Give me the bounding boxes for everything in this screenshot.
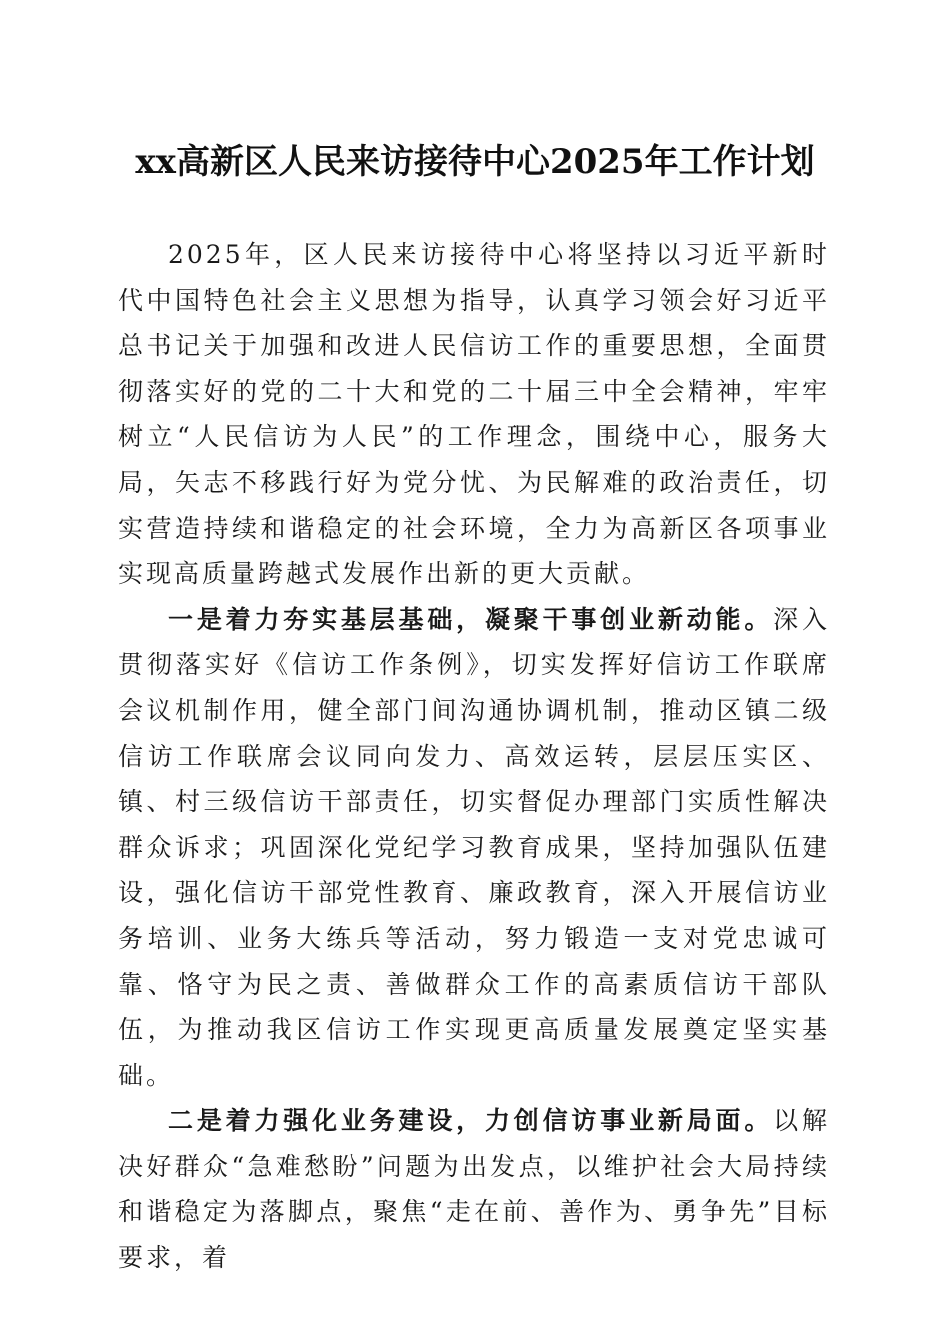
paragraph-lead: 一是着力夯实基层基础，凝聚干事创业新动能。 <box>168 604 774 634</box>
paragraph-text: 2025年，区人民来访接待中心将坚持以习近平新时代中国特色社会主义思想为指导，认真学习领会好习近平总书记关于加强和改进人民信访工作的重要思想，全面贯彻落实好的党的二十大和党的二十届三中全会精神，牢牢树立“人民信访为人民”的工作理念，围绕中心，服务大局，矢志不移践行好为党分忧、为民解难的政治责任，切实营造持续和谐稳定的社会环境，全力为高新区各项事业实现高质量跨越式发展作出新的更大贡献。 <box>118 240 830 589</box>
section-paragraph-1 <box>118 597 830 1099</box>
paragraph-lead: 二是着力强化业务建设，力创信访事业新局面。 <box>168 1106 774 1136</box>
document-body <box>118 232 830 1281</box>
intro-paragraph <box>118 232 830 597</box>
paragraph-text: 以解决好群众“急难愁盼”问题为出发点，以维护社会大局持续和谐稳定为落脚点，聚焦“走在前、善作为、勇争先”目标要求，着 <box>118 1106 830 1273</box>
paragraph-text: 深入贯彻落实好《信访工作条例》，切实发挥好信访工作联席会议机制作用，健全部门间沟通协调机制，推动区镇二级信访工作联席会议同向发力、高效运转，层层压实区、镇、村三级信访干部责任，切实督促办理部门实质性解决群众诉求；巩固深化党纪学习教育成果，坚持加强队伍建设，强化信访干部党性教育、廉政教育，深入开展信访业务培训、业务大练兵等活动，努力锻造一支对党忠诚可靠、恪守为民之责、善做群众工作的高素质信访干部队伍，为推动我区信访工作实现更高质量发展奠定坚实基础。 <box>118 604 830 1090</box>
document-title: xx高新区人民来访接待中心2025年工作计划 <box>135 142 815 182</box>
section-paragraph-2 <box>118 1098 830 1280</box>
